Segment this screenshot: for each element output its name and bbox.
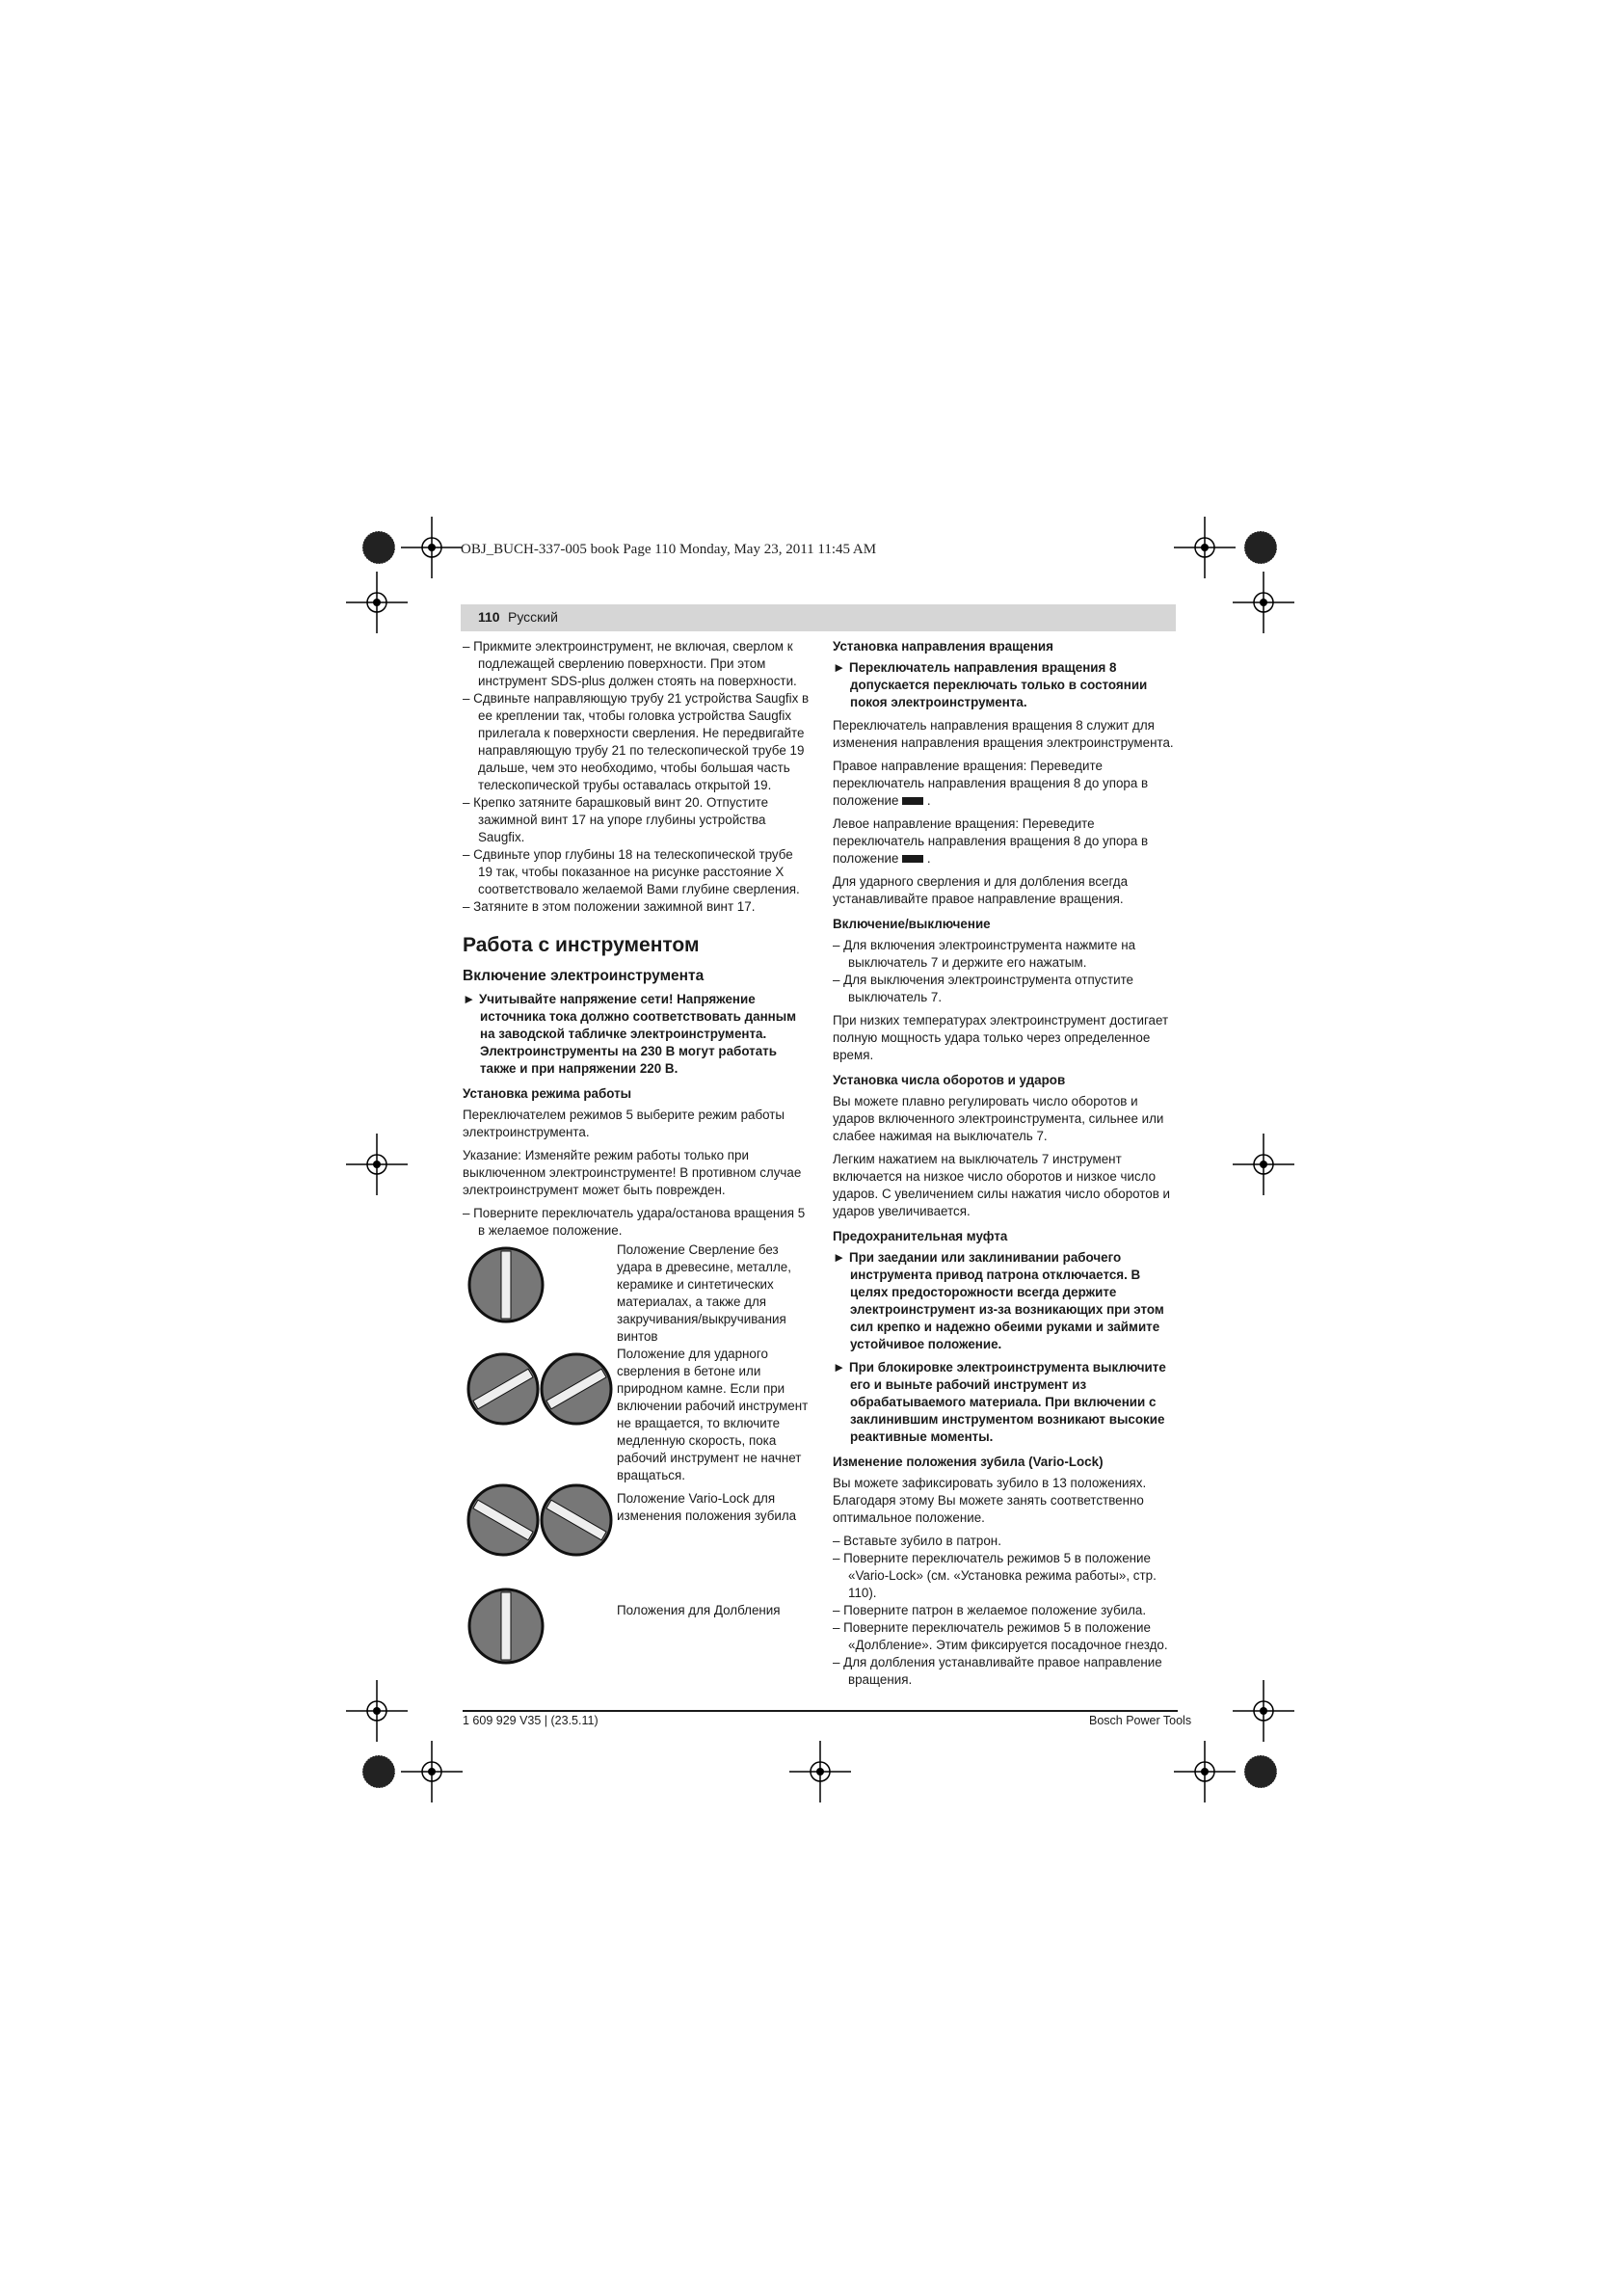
subheading: Установка числа оборотов и ударов <box>833 1073 1066 1087</box>
list-item: – Прикмите электроинструмент, не включая, сверлом к подлежащей сверлению поверхности. При этом инструмент SDS-plus должен стоять на поверхности. <box>463 639 797 688</box>
note-paragraph: Указание: Изменяйте режим работы только при выключенном электроинструменте! В противном случае электроинструмент может быть поврежден. <box>463 1148 802 1197</box>
paragraph: При низких температурах электроинструмент достигает полную мощность удара только через определенное время. <box>833 1013 1169 1062</box>
warning-item: ► Учитывайте напряжение сети! Напряжение источника тока должно соответствовать данным на заводской табличке электроинструмента. Электроинструменты на 230 В могут работать также и при напряжении 220 В. <box>463 992 797 1076</box>
list-item: – Поверните переключатель режимов 5 в положение «Vario-Lock» (см. «Установка режима работы», стр. 110). <box>833 1551 1157 1600</box>
list-item: – Сдвиньте направляющую трубу 21 устройства Saugfix в ее креплении так, чтобы головка устройства Saugfix прилегала к поверхности сверления. Не передвигайте направляющую трубу 21 по телескопической трубе 19 дальше, чем это необходимо, чтобы большая часть телескопической трубы оставалась открытой 19. <box>463 691 810 792</box>
list-item: – Затяните в этом положении зажимной винт 17. <box>463 899 756 914</box>
right-column <box>833 638 1176 1689</box>
list-item: – Крепко затяните барашковый винт 20. Отпустите зажимной винт 17 на упоре глубины устройства Saugfix. <box>463 795 769 844</box>
mode-chiseling: Положения для Долбления <box>463 1583 810 1695</box>
mode-drilling: Положение Сверление без удара в древесине, металле, керамике и синтетических материалах, а также для закручивания/выкручивания винтов <box>463 1241 810 1346</box>
subheading: Установка направления вращения <box>833 639 1053 654</box>
list-item: – Сдвиньте упор глубины 18 на телескопической трубе 19 так, чтобы показанное на рисунке расстояние X соответствовало желаемой Вами глубине сверления. <box>463 847 800 896</box>
footer-doc-number: 1 609 929 V35 | (23.5.11) <box>463 1714 599 1727</box>
list-item: – Для долбления устанавливайте правое направление вращения. <box>833 1655 1162 1687</box>
subheading: Включение/выключение <box>833 917 991 931</box>
paragraph: Вы можете зафиксировать зубило в 13 положениях. Благодаря этому Вы можете занять соответственно оптимальное положение. <box>833 1476 1147 1525</box>
paragraph: Правое направление вращения: Переведите переключатель направления вращения 8 до упора в положение . <box>833 759 1149 808</box>
list-item: – Поверните переключатель режимов 5 в положение «Долбление». Этим фиксируется посадочное гнездо. <box>833 1620 1168 1652</box>
footer-rule <box>463 1710 1178 1712</box>
dial-impact-icon <box>463 1346 617 1432</box>
warning-item: ► Переключатель направления вращения 8 допускается переключать только в состоянии покоя электроинструмента. <box>833 660 1148 709</box>
mode-list <box>463 1241 810 1695</box>
section-heading: Работа с инструментом <box>463 934 700 956</box>
paragraph: Переключателем режимов 5 выберите режим работы электроинструмента. <box>463 1108 785 1139</box>
arrow-left-icon <box>902 797 923 805</box>
subheading: Установка режима работы <box>463 1086 632 1101</box>
language-label: Русский <box>508 609 558 625</box>
dial-chiseling-icon <box>463 1583 549 1669</box>
subheading: Изменение положения зубила (Vario-Lock) <box>833 1455 1104 1469</box>
dial-drilling-icon <box>463 1241 549 1328</box>
list-item: – Для включения электроинструмента нажмите на выключатель 7 и держите его нажатым. <box>833 938 1136 970</box>
page-number: 110 <box>478 609 500 625</box>
subheading: Предохранительная муфта <box>833 1229 1008 1243</box>
warning-item: ► При заедании или заклинивании рабочего инструмента привод патрона отключается. В целях предосторожности всегда держите электроинструмент из-за возникающих при этом сил крепко и надежно обеими руками и займите устойчивое положение. <box>833 1250 1164 1351</box>
left-column <box>463 638 810 1240</box>
list-item: – Вставьте зубило в патрон. <box>833 1534 1001 1548</box>
mode-vario-lock: Положение Vario-Lock для изменения положения зубила <box>463 1481 810 1583</box>
list-item: – Поверните переключатель удара/останова вращения 5 в желаемое положение. <box>463 1206 806 1238</box>
list-item: – Для выключения электроинструмента отпустите выключатель 7. <box>833 973 1133 1004</box>
warning-item: ► При блокировке электроинструмента выключите его и выньте рабочий инструмент из обрабатываемого материала. При включении с заклинившим инструментом возникают высокие реактивные моменты. <box>833 1360 1166 1444</box>
paragraph: Переключатель направления вращения 8 служит для изменения направления вращения электроинструмента. <box>833 718 1174 750</box>
page-header <box>461 604 1176 631</box>
mode-impact: Положение для ударного сверления в бетоне или природном камне. Если при включении рабочий инструмент не вращается, то включите медленную скорость, пока рабочий инструмент не начнет вращаться. <box>463 1346 810 1481</box>
subsection-heading: Включение электроинструмента <box>463 968 705 984</box>
paragraph: Левое направление вращения: Переведите переключатель направления вращения 8 до упора в положение . <box>833 816 1149 866</box>
dial-vario-lock-icon <box>463 1477 617 1563</box>
paragraph: Легким нажатием на выключатель 7 инструмент включается на низкое число оборотов и низкое число ударов. С увеличением силы нажатия число оборотов и ударов увеличивается. <box>833 1152 1171 1218</box>
slug-line: OBJ_BUCH-337-005 book Page 110 Monday, May 23, 2011 11:45 AM <box>461 542 877 557</box>
list-item: – Поверните патрон в желаемое положение зубила. <box>833 1603 1147 1617</box>
paragraph: Для ударного сверления и для долбления всегда устанавливайте правое направление вращения. <box>833 874 1129 906</box>
arrow-right-icon <box>902 855 923 863</box>
footer-brand: Bosch Power Tools <box>1089 1714 1192 1727</box>
paragraph: Вы можете плавно регулировать число оборотов и ударов включенного электроинструмента, сильнее или слабее нажимая на выключатель 7. <box>833 1094 1164 1143</box>
